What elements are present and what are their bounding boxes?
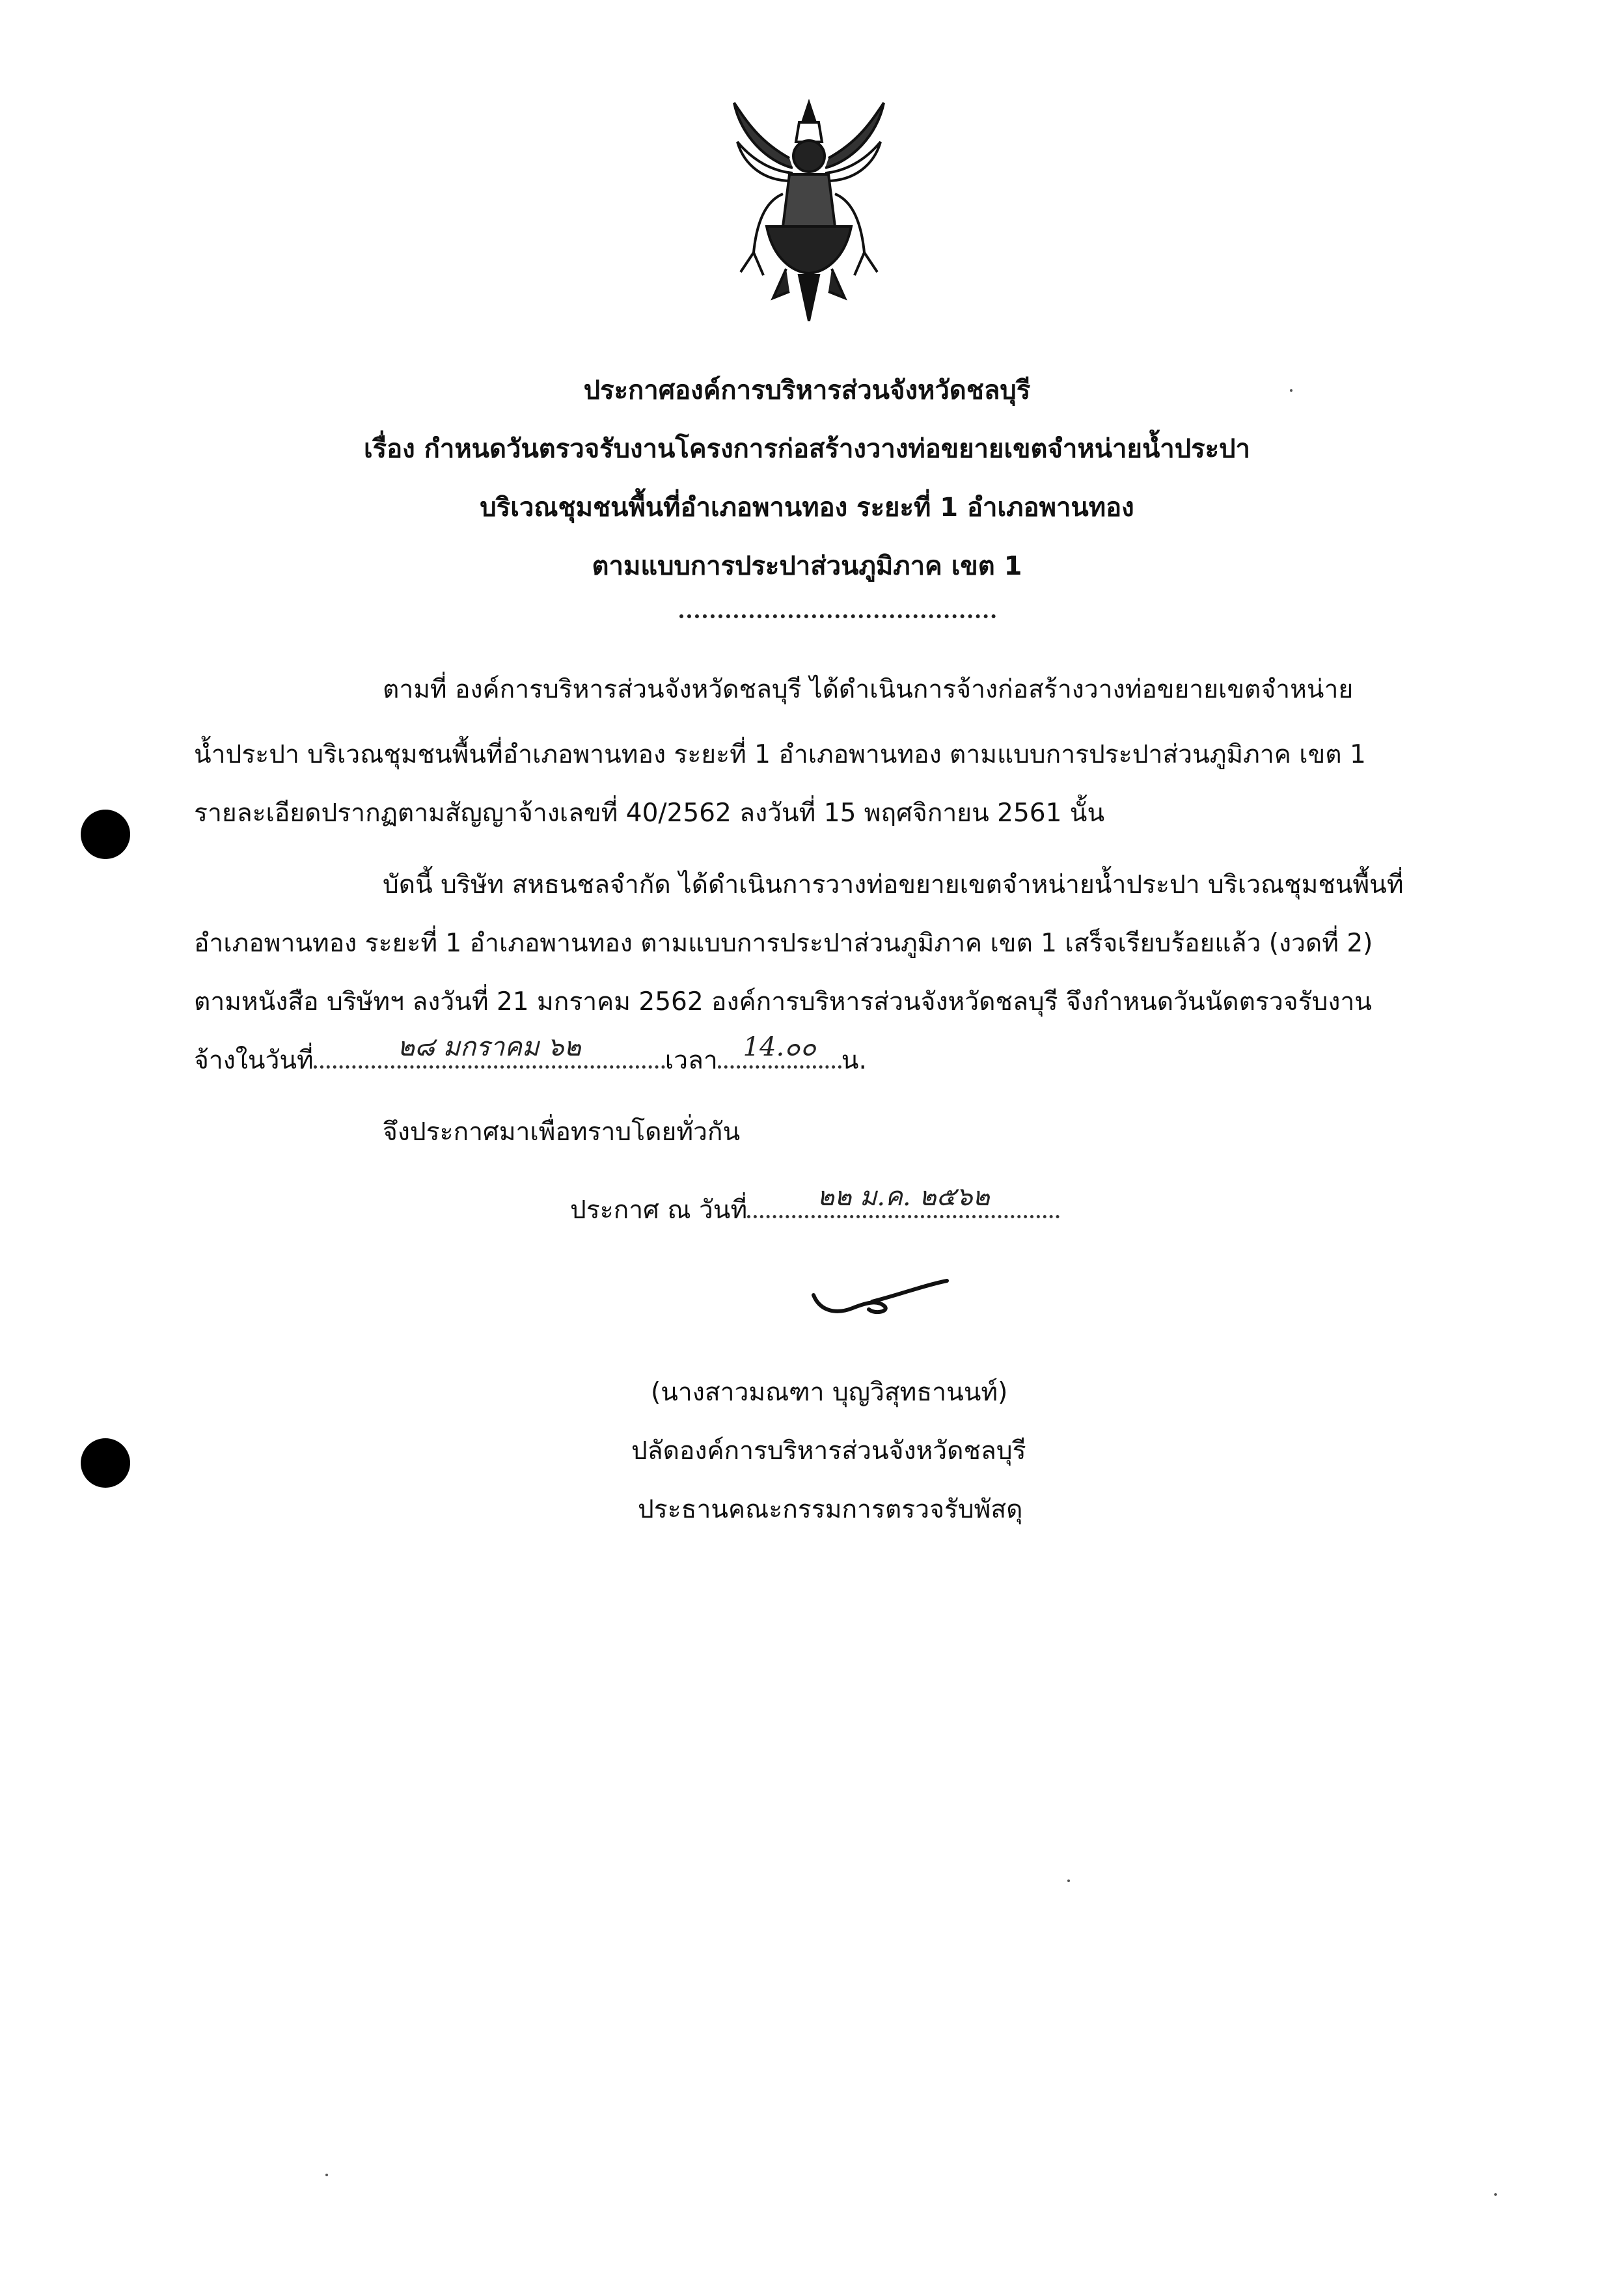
- paragraph-1-line-1: ตามที่ องค์การบริหารส่วนจังหวัดชลบุรี ได้ดำเนินการจ้างก่อสร้างวางท่อขยายเขตจำหน่าย: [383, 675, 1354, 704]
- paragraph-2-line-4: [194, 1032, 867, 1080]
- title-separator: [679, 614, 996, 618]
- paragraph-2-line-1: บัดนี้ บริษัท สหธนชลจำกัด ได้ดำเนินการวางท่อขยายเขตจำหน่ายน้ำประปา บริเวณชุมชนพื้นที่: [383, 870, 1404, 899]
- scan-speck: [1494, 2193, 1497, 2196]
- paragraph-2-line-3: ตามหนังสือ บริษัทฯ ลงวันที่ 21 มกราคม 2562 องค์การบริหารส่วนจังหวัดชลบุรี จึงกำหนดวันนัดตรวจรับงาน: [194, 987, 1372, 1017]
- announcement-title: ประกาศองค์การบริหารส่วนจังหวัดชลบุรี: [583, 376, 1031, 405]
- inspection-date-field: [314, 1032, 665, 1069]
- garuda-emblem-icon: [728, 96, 890, 323]
- handwritten-signature: [807, 1276, 950, 1328]
- announced-date-value: ๒๒ ม.ค. ๒๕๖๒: [817, 1182, 990, 1212]
- signatory-name: (นางสาวมณฑา บุญวิสุทธานนท์): [651, 1378, 1008, 1407]
- paragraph-1-line-2: น้ำประปา บริเวณชุมชนพื้นที่อำเภอพานทอง ระยะที่ 1 อำเภอพานทอง ตามแบบการประปาส่วนภูมิภาค เขต 1: [194, 740, 1366, 769]
- subject-line: เรื่อง กำหนดวันตรวจรับงานโครงการก่อสร้างวางท่อขยายเขตจำหน่ายน้ำประปา: [364, 434, 1250, 464]
- time-label: เวลา: [664, 1046, 718, 1075]
- time-suffix: น.: [841, 1046, 867, 1075]
- announced-date-label: ประกาศ ณ วันที่: [570, 1196, 748, 1225]
- scan-speck: [1067, 1879, 1070, 1882]
- signatory-position: ปลัดองค์การบริหารส่วนจังหวัดชลบุรี: [631, 1436, 1026, 1466]
- subject-line-3: ตามแบบการประปาส่วนภูมิภาค เขต 1: [592, 551, 1022, 581]
- scan-speck: [1290, 389, 1293, 392]
- paragraph-2-line-2: อำเภอพานทอง ระยะที่ 1 อำเภอพานทอง ตามแบบการประปาส่วนภูมิภาค เขต 1 เสร็จเรียบร้อยแล้ว (งวดที่ 2): [194, 929, 1373, 958]
- inspection-time-value: 14.๐๐: [743, 1032, 817, 1062]
- inspection-date-value: ๒๘ มกราคม ๖๒: [397, 1032, 581, 1062]
- inspection-date-label: จ้างในวันที่: [194, 1046, 314, 1075]
- paragraph-1-line-3: รายละเอียดปรากฏตามสัญญาจ้างเลขที่ 40/2562 ลงวันที่ 15 พฤศจิกายน 2561 นั้น: [194, 799, 1105, 828]
- closing-statement: จึงประกาศมาเพื่อทราบโดยทั่วกัน: [383, 1117, 741, 1147]
- announced-date-field: [747, 1182, 1060, 1218]
- subject-line-2: บริเวณชุมชนพื้นที่อำเภอพานทอง ระยะที่ 1 อำเภอพานทอง: [480, 493, 1134, 523]
- punch-hole-top: [81, 810, 130, 859]
- announced-date-line: [570, 1182, 1060, 1230]
- committee-position: ประธานคณะกรรมการตรวจรับพัสดุ: [638, 1495, 1023, 1524]
- scan-speck: [325, 2174, 328, 2176]
- inspection-time-field: [718, 1032, 841, 1069]
- punch-hole-bottom: [81, 1438, 130, 1488]
